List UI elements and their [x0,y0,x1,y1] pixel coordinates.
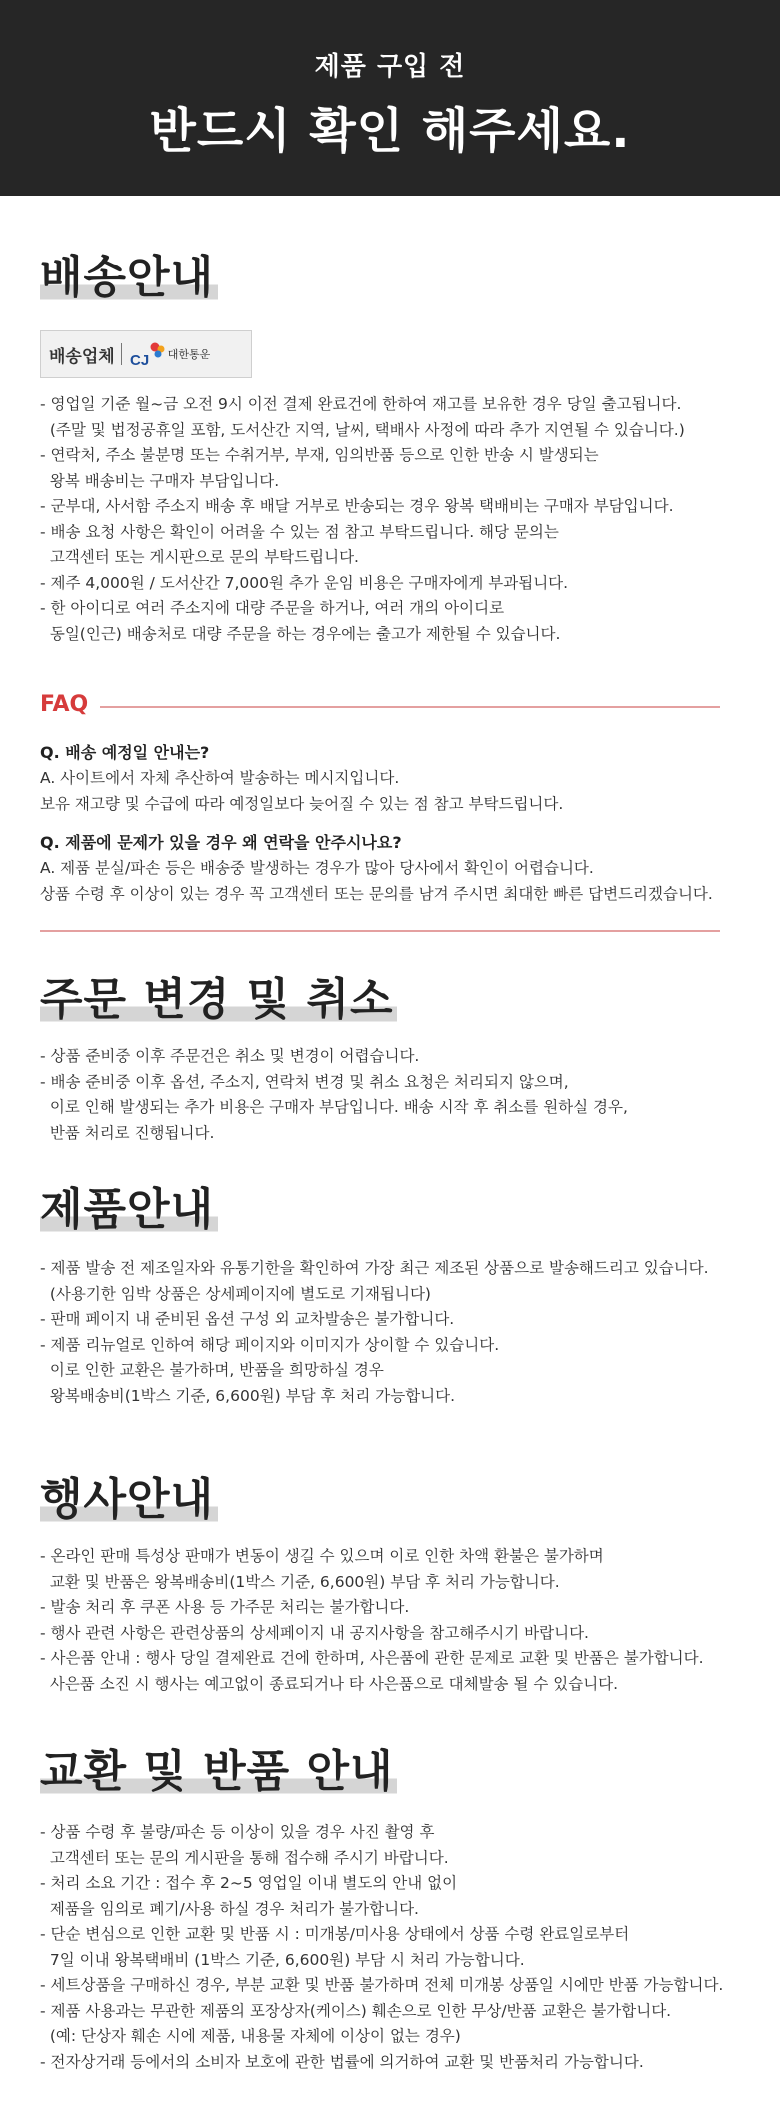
list-item: 왕복 배송비는 구매자 부담입니다. [40,471,280,490]
event-list [40,1544,750,1697]
list-item: 고객센터 또는 문의 게시판을 통해 접수해 주시기 바랍니다. [40,1848,449,1867]
list-item: - 발송 처리 후 쿠폰 사용 등 가주문 처리는 불가합니다. [40,1598,410,1616]
header-subtitle: 제품 구입 전 [314,52,466,82]
order-change-title: 주문 변경 및 취소 [40,972,397,1028]
event-title: 행사안내 [40,1472,218,1528]
order-change-list [40,1044,750,1146]
exchange-title: 교환 및 반품 안내 [40,1744,397,1800]
faq-answer: A. 사이트에서 자체 추산하여 발송하는 메시지입니다. 보유 재고량 및 수급에 따라 예정일보다 늦어질 수 있는 점 참고 부탁드립니다. [40,769,564,813]
list-item: - 상품 준비중 이후 주문건은 취소 및 변경이 어렵습니다. [40,1047,420,1065]
faq-answer: A. 제품 분실/파손 등은 배송중 발생하는 경우가 많아 당사에서 확인이 어렵습니다. 상품 수령 후 이상이 있는 경우 꼭 고객센터 또는 문의를 남겨 주시면 최대한 빠른 답변드리겠습니다. [40,859,713,903]
list-item: - 제품 리뉴얼로 인하여 해당 페이지와 이미지가 상이할 수 있습니다. [40,1335,500,1354]
page-header [0,0,780,196]
courier-name: 대한통운 [167,348,211,361]
list-item: 동일(인근) 배송처로 대량 주문을 하는 경우에는 출고가 제한될 수 있습니다. [40,624,561,643]
list-item: 고객센터 또는 게시판으로 문의 부탁드립니다. [40,548,359,566]
list-item: - 처리 소요 기간 : 접수 후 2~5 영업일 이내 별도의 안내 없이 [40,1874,458,1892]
product-list [40,1256,750,1409]
list-item: - 영업일 기준 월~금 오전 9시 이전 결제 완료건에 한하여 재고를 보유한 경우 당일 출고됩니다. [40,395,682,413]
product-title: 제품안내 [40,1182,218,1238]
faq-divider-bottom [40,930,720,932]
list-item: 제품을 임의로 폐기/사용 하실 경우 처리가 불가합니다. [40,1899,419,1918]
exchange-list [40,1820,750,2075]
cj-logo-icon [128,339,166,369]
svg-text:CJ: CJ [129,352,149,369]
list-item: - 상품 수령 후 불량/파손 등 이상이 있을 경우 사진 촬영 후 [40,1823,435,1841]
header-title: 반드시 확인 해주세요. [149,103,631,159]
faq-divider-top [100,706,720,708]
list-item: - 제주 4,000원 / 도서산간 7,000원 추가 운임 비용은 구매자에게 부과됩니다. [40,573,569,592]
list-item: - 제품 사용과는 무관한 제품의 포장상자(케이스) 훼손으로 인한 무상/반품 교환은 불가합니다. [40,2001,672,2020]
list-item: - 전자상거래 등에서의 소비자 보호에 관한 법률에 의거하여 교환 및 반품처리 가능합니다. [40,2052,644,2071]
courier-label: 배송업체 [49,346,115,367]
list-item: - 행사 관련 사항은 관련상품의 상세페이지 내 공지사항을 참고해주시기 바랍니다. [40,1623,589,1642]
list-item: 이로 인해 발생되는 추가 비용은 구매자 부담입니다. 배송 시작 후 취소를 원하실 경우, [40,1098,628,1116]
shipping-title: 배송안내 [40,250,218,306]
list-item: - 온라인 판매 특성상 판매가 변동이 생길 수 있으며 이로 인한 차액 환불은 불가하며 [40,1547,604,1565]
list-item: - 판매 페이지 내 준비된 옵션 구성 외 교차발송은 불가합니다. [40,1310,455,1328]
list-item: - 군부대, 사서함 주소지 배송 후 배달 거부로 반송되는 경우 왕복 택배비는 구매자 부담입니다. [40,497,674,515]
list-item: - 배송 요청 사항은 확인이 어려울 수 있는 점 참고 부탁드립니다. 해당 문의는 [40,522,559,541]
list-item: - 배송 준비중 이후 옵션, 주소지, 연락처 변경 및 취소 요청은 처리되지 않으며, [40,1072,569,1091]
faq-title: FAQ [40,692,89,717]
shipping-list [40,392,750,647]
list-item: - 세트상품을 구매하신 경우, 부분 교환 및 반품 불가하며 전체 미개봉 상품일 시에만 반품 가능합니다. [40,1976,724,1994]
list-item: - 연락처, 주소 불분명 또는 수취거부, 부재, 임의반품 등으로 인한 반송 시 발생되는 [40,446,599,464]
courier-badge [40,330,252,378]
faq-question: Q. 배송 예정일 안내는? [40,743,210,762]
list-item: 반품 처리로 진행됩니다. [40,1123,215,1142]
list-item: 이로 인한 교환은 불가하며, 반품을 희망하실 경우 [40,1361,384,1379]
list-item: - 한 아이디로 여러 주소지에 대량 주문을 하거나, 여러 개의 아이디로 [40,599,505,617]
list-item: (예: 단상자 훼손 시에 제품, 내용물 자체에 이상이 없는 경우) [40,2027,461,2045]
list-item: (사용기한 임박 상품은 상세페이지에 별도로 기재됩니다) [40,1284,431,1303]
list-item: 7일 이내 왕복택배비 (1박스 기준, 6,600원) 부담 시 처리 가능합니다. [40,1950,525,1969]
list-item: - 사은품 안내 : 행사 당일 결제완료 건에 한하며, 사은품에 관한 문제로 교환 및 반품은 불가합니다. [40,1649,704,1667]
list-item: (주말 및 법정공휴일 포함, 도서산간 지역, 날씨, 택배사 사정에 따라 추가 지연될 수 있습니다.) [40,420,685,439]
courier-divider [121,343,122,365]
list-item: 왕복배송비(1박스 기준, 6,600원) 부담 후 처리 가능합니다. [40,1386,456,1405]
list-item: - 단순 변심으로 인한 교환 및 반품 시 : 미개봉/미사용 상태에서 상품 수령 완료일로부터 [40,1925,630,1943]
list-item: 교환 및 반품은 왕복배송비(1박스 기준, 6,600원) 부담 후 처리 가능합니다. [40,1572,560,1591]
list-item: 사은품 소진 시 행사는 예고없이 종료되거나 타 사은품으로 대체발송 될 수 있습니다. [40,1674,619,1693]
list-item: - 제품 발송 전 제조일자와 유통기한을 확인하여 가장 최근 제조된 상품으로 발송해드리고 있습니다. [40,1259,709,1277]
faq-question: Q. 제품에 문제가 있을 경우 왜 연락을 안주시나요? [40,833,402,852]
